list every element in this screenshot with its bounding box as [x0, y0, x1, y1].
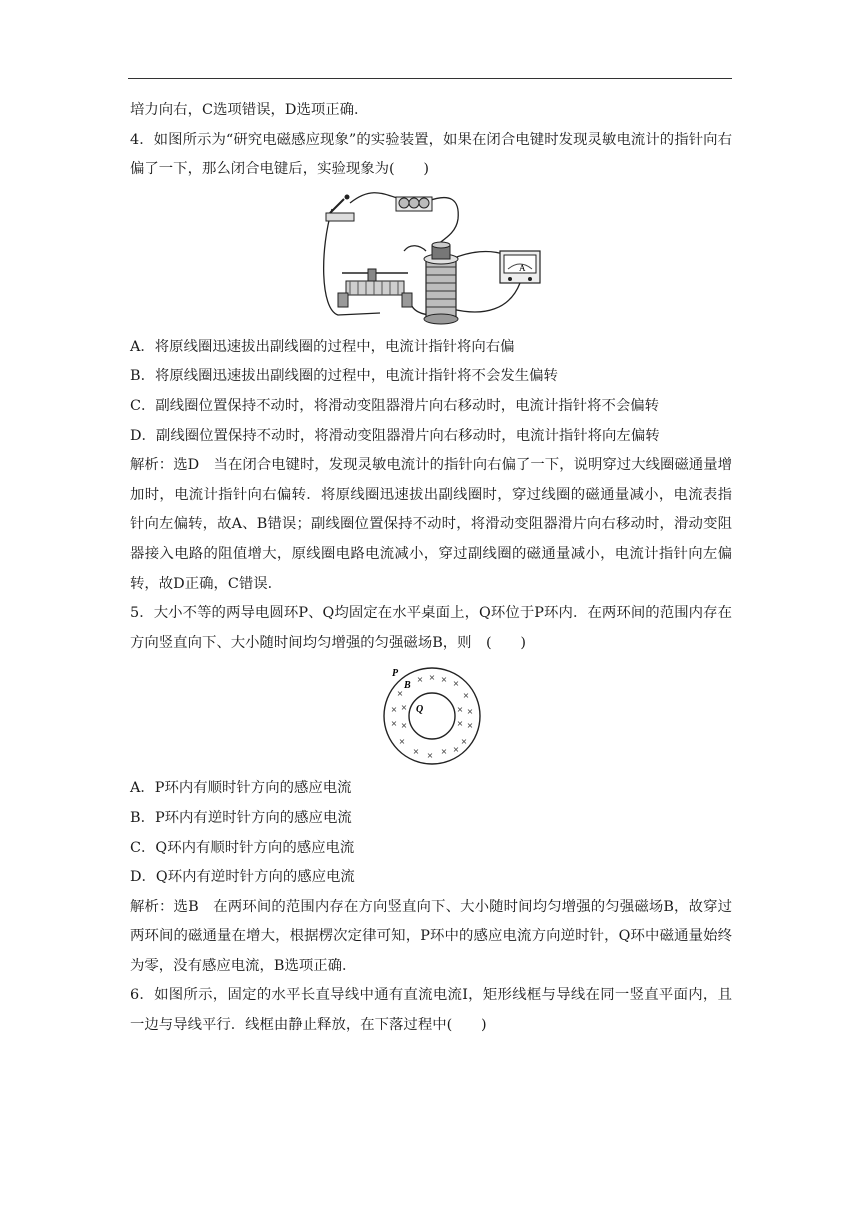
q4-option-b: B．将原线圈迅速拔出副线圈的过程中，电流计指针将不会发生偏转 [130, 368, 558, 385]
q4-option-a: A．将原线圈迅速拔出副线圈的过程中，电流计指针将向右偏 [130, 338, 515, 355]
q4-option-c: C．副线圈位置保持不动时，将滑动变阻器滑片向右移动时，电流计指针将不会偏转 [130, 397, 660, 414]
q6-stem: 6．如图所示，固定的水平长直导线中通有直流电流I，矩形线框与导线在同一竖直平面内，且一边与导线平行．线框由静止释放，在下落过程中( ) [130, 987, 732, 1034]
ring-q-label: Q [416, 704, 424, 716]
q5-option-c: C．Q环内有顺时针方向的感应电流 [130, 839, 355, 856]
ring-p-label: P [392, 668, 399, 680]
svg-text:×: × [428, 673, 436, 683]
q4-stem: 4．如图所示为“研究电磁感应现象”的实验装置，如果在闭合电键时发现灵敏电流计的指针向右偏了一下，那么闭合电键后，实验现象为( ) [130, 131, 732, 178]
q5-option-a: A．P环内有顺时针方向的感应电流 [130, 780, 352, 797]
field-b-label: B [404, 680, 411, 692]
svg-text:×: × [416, 675, 424, 685]
svg-text:×: × [452, 679, 460, 689]
svg-text:×: × [466, 721, 474, 731]
meter-label: A [519, 262, 526, 273]
svg-text:×: × [398, 737, 406, 747]
q5-option-d: D．Q环内有逆时针方向的感应电流 [130, 869, 355, 886]
q5-stem: 5．大小不等的两导电圆环P、Q均固定在水平桌面上，Q环位于P环内．在两环间的范围内存在方向竖直向下、大小随时间均匀增强的匀强磁场B，则 ( ) [130, 605, 732, 651]
q5-option-b: B．P环内有逆时针方向的感应电流 [130, 809, 352, 826]
svg-text:×: × [426, 751, 434, 761]
prev-answer-tail: 培力向右，C选项错误，D选项正确． [130, 102, 369, 118]
page-content [130, 96, 732, 1041]
svg-text:×: × [390, 705, 398, 715]
q4-circuit-figure [320, 189, 550, 327]
svg-text:×: × [456, 705, 464, 715]
svg-text:×: × [440, 747, 448, 757]
header-rule [128, 78, 732, 79]
q4-analysis: 解析：选D 当在闭合电键时，发现灵敏电流计的指针向右偏了一下，说明穿过大线圈磁通量增加时，电流计指针向右偏转．将原线圈迅速拔出副线圈时，穿过线圈的磁通量减小，电流表指针向左偏转，故A、B错误；副线圈位置保持不动时，将滑动变阻器滑片向右移动时，滑动变阻器接入电路的阻值增大，原线圈电路电流减小，穿过副线圈的磁通量减小，电流计指针向左偏转，故D正确，C错误． [130, 457, 732, 592]
svg-text:×: × [452, 745, 460, 755]
svg-text:×: × [462, 691, 470, 701]
svg-text:×: × [400, 721, 408, 731]
svg-text:×: × [390, 719, 398, 729]
svg-text:×: × [440, 675, 448, 685]
q5-analysis: 解析：选B 在两环间的范围内存在方向竖直向下、大小随时间均匀增强的匀强磁场B，故穿过两环间的磁通量在增大，根据楞次定律可知，P环中的感应电流方向逆时针，Q环中磁通量始终为零，没有感应电流，B选项正确． [130, 898, 732, 974]
svg-text:×: × [466, 707, 474, 717]
svg-text:×: × [412, 747, 420, 757]
svg-text:×: × [396, 689, 404, 699]
svg-text:×: × [456, 719, 464, 729]
svg-text:×: × [460, 737, 468, 747]
q4-option-d: D．副线圈位置保持不动时，将滑动变阻器滑片向右移动时，电流计指针将向左偏转 [130, 427, 660, 444]
q5-rings-figure [380, 662, 484, 768]
svg-text:×: × [400, 703, 408, 713]
